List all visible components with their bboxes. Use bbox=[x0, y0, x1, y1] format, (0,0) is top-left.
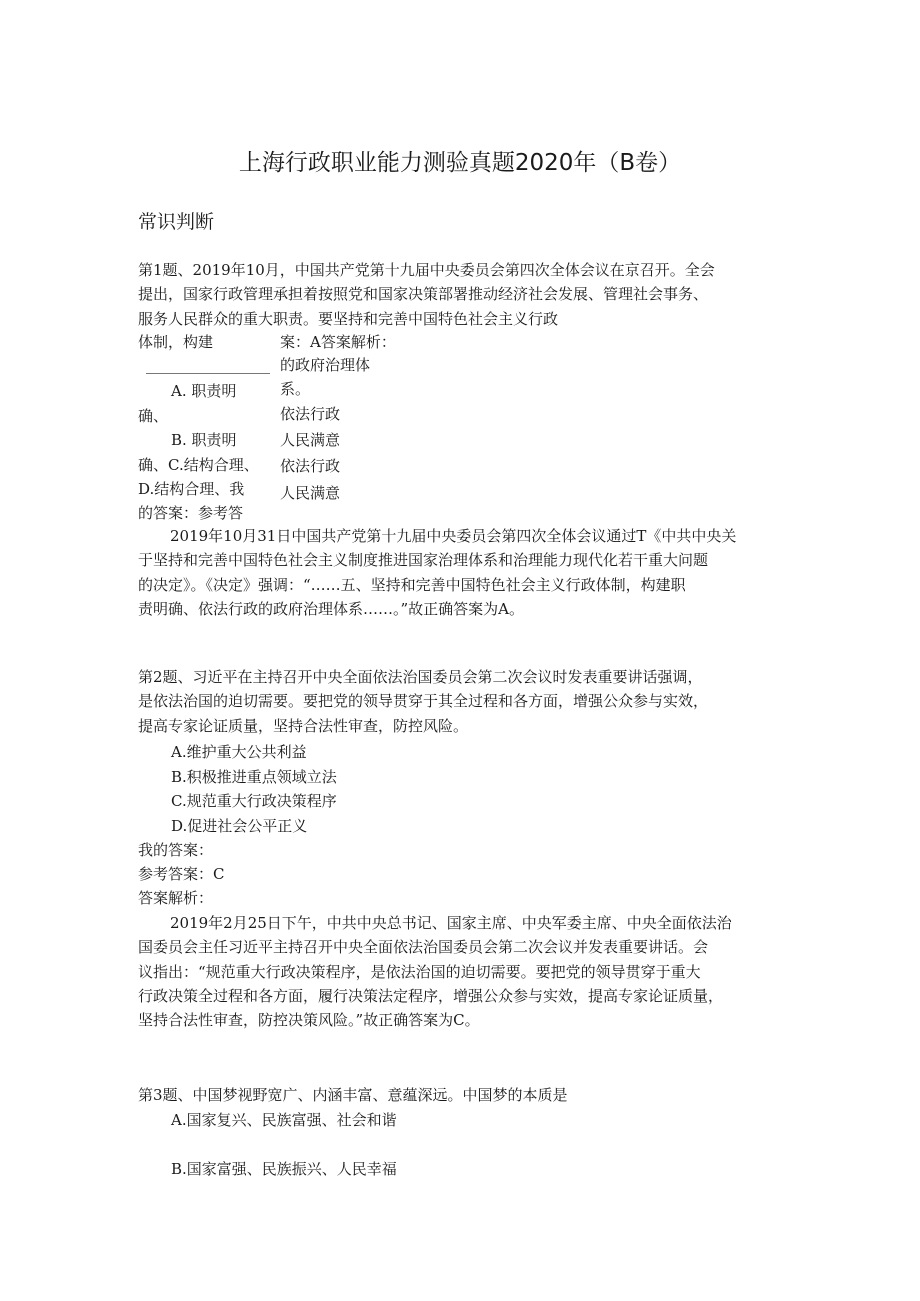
blank-underline bbox=[146, 373, 270, 374]
section-heading: 常识判断 bbox=[138, 211, 215, 233]
q2-explanation-line: 议指出：“规范重大行政决策程序，是依法治国的迫切需要。要把党的领导贯穿于重大 bbox=[138, 962, 701, 981]
q2-stem-line: 第2题、习近平在主持召开中央全面依法治国委员会第二次会议时发表重要讲话强调， bbox=[138, 668, 703, 686]
q2-my-answer: 我的答案： bbox=[138, 841, 214, 859]
q1-right-line: 依法行政 bbox=[280, 405, 341, 423]
q1-right-line: 的政府治理体 bbox=[280, 356, 371, 374]
q1-right-line: 依法行政 bbox=[280, 457, 341, 475]
q1-option-d: D.结构合理、我 bbox=[138, 480, 245, 498]
q1-right-line: 案：A答案解析： bbox=[280, 333, 396, 351]
q2-explanation-line: 2019年2月25日下午，中共中央总书记、国家主席、中央军委主席、中央全面依法治 bbox=[170, 914, 732, 932]
q2-reference-answer: 参考答案：C bbox=[138, 865, 225, 883]
q1-right-line: 人民满意 bbox=[280, 484, 341, 502]
q1-left-line: 确、 bbox=[138, 407, 169, 425]
q2-analysis-label: 答案解析： bbox=[138, 889, 214, 907]
q1-stem-line: 提出，国家行政管理承担着按照党和国家决策部署推动经济社会发展、管理社会事务、 bbox=[138, 285, 709, 304]
q1-stem-line: 第1题、2019年10月，中国共产党第十九届中央委员会第四次全体会议在京召开。全会 bbox=[138, 261, 715, 279]
document-title: 上海行政职业能力测验真题2020年（B卷） bbox=[238, 150, 682, 176]
q1-right-line: 系。 bbox=[280, 380, 311, 398]
q3-option-b: B.国家富强、民族振兴、人民幸福 bbox=[171, 1160, 397, 1178]
q1-explanation-line: 2019年10月31日中国共产党第十九届中央委员会第四次全体会议通过T《中共中央关 bbox=[170, 527, 737, 545]
q1-explanation-line: 于坚持和完善中国特色社会主义制度推进国家治理体系和治理能力现代化若干重大问题 bbox=[138, 551, 709, 570]
q2-explanation-line: 国委员会主任习近平主持召开中央全面依法治国委员会第二次会议并发表重要讲话。会 bbox=[138, 938, 709, 957]
q2-option-b: B.积极推进重点领域立法 bbox=[171, 768, 337, 786]
q2-option-c: C.规范重大行政决策程序 bbox=[171, 792, 337, 810]
q1-right-line: 人民满意 bbox=[280, 431, 341, 449]
q2-explanation-line: 坚持合法性审查，防控决策风险。”故正确答案为C。 bbox=[138, 1011, 480, 1030]
q2-stem bbox=[138, 665, 788, 738]
q2-explanation bbox=[138, 911, 788, 1032]
q3-option-a: A.国家复兴、民族富强、社会和谐 bbox=[171, 1111, 397, 1129]
q2-stem-line: 提高专家论证质量，坚持合法性审查，防控风险。 bbox=[138, 716, 469, 735]
q1-explanation-line: 的决定》。《决定》强调：“……五、坚持和完善中国特色社会主义行政体制，构建职 bbox=[138, 575, 686, 594]
q3-stem: 第3题、中国梦视野宽广、内涵丰富、意蕴深远。中国梦的本质是 bbox=[138, 1086, 568, 1104]
q1-stem bbox=[138, 258, 788, 331]
q1-option-a: A. 职责明 bbox=[171, 382, 237, 400]
q1-left-line: 体制，构建 bbox=[138, 333, 214, 351]
q1-explanation-line: 责明确、依法行政的政府治理体系……。”故正确答案为A。 bbox=[138, 599, 525, 618]
q1-option-c: 确、C.结构合理、 bbox=[138, 456, 259, 474]
q2-explanation-line: 行政决策全过程和各方面，履行决策法定程序，增强公众参与实效，提高专家论证质量， bbox=[138, 986, 724, 1005]
q1-answer-line: 的答案：参考答 bbox=[138, 504, 244, 522]
q2-stem-line: 是依法治国的迫切需要。要把党的领导贯穿于其全过程和各方面，增强公众参与实效， bbox=[138, 692, 709, 711]
q2-option-d: D.促进社会公平正义 bbox=[171, 817, 308, 835]
q1-explanation bbox=[138, 524, 788, 621]
q1-option-b: B. 职责明 bbox=[171, 431, 237, 449]
q1-stem-line: 服务人民群众的重大职责。要坚持和完善中国特色社会主义行政 bbox=[138, 309, 559, 328]
q2-option-a: A.维护重大公共利益 bbox=[171, 743, 307, 761]
